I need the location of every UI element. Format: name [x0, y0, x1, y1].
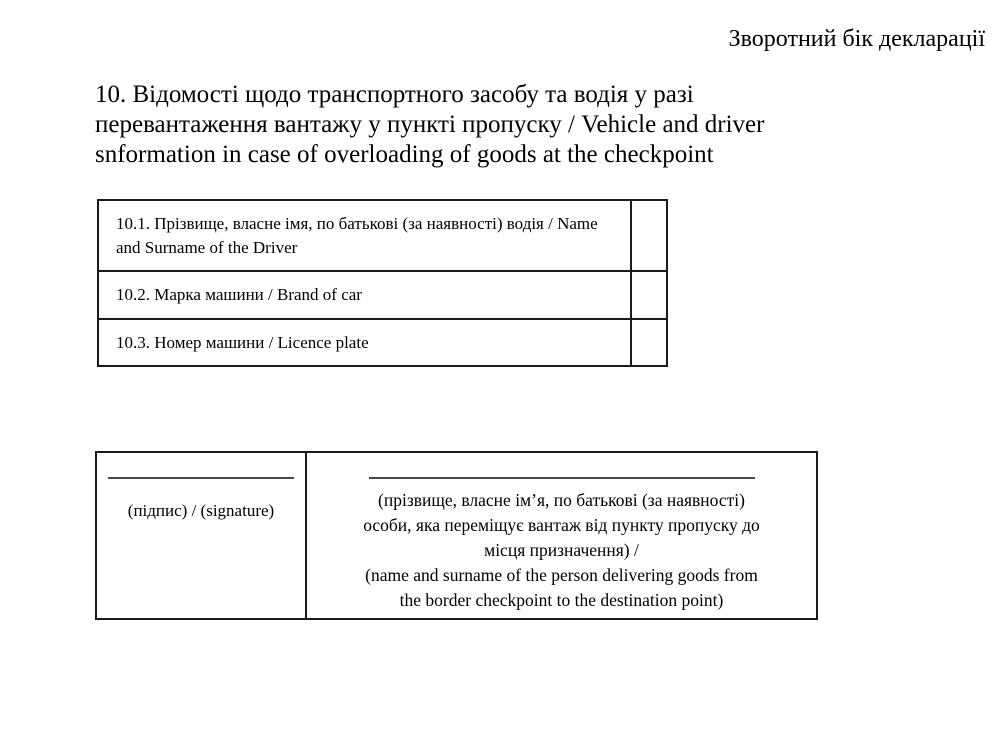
person-name-caption-line: місця призначення) / [484, 540, 639, 560]
table-row-driver-name [99, 201, 666, 270]
section-heading-line: перевантаження вантажу у пункті пропуску / Vehicle and driver [95, 111, 765, 138]
person-name-caption-line: (name and surname of the person delivering goods from [365, 565, 758, 585]
row-value-cell [630, 201, 666, 270]
signature-cell [97, 453, 307, 618]
signature-blank-line [108, 477, 294, 479]
person-name-caption-line: the border checkpoint to the destination point) [399, 590, 724, 610]
signature-caption: (підпис) / (signature) [127, 501, 275, 520]
table-row-licence-plate [99, 318, 666, 365]
page-corner-label: Зворотний бік декларації [728, 26, 985, 52]
signature-table [95, 451, 818, 620]
row-label: 10.3. Номер машини / Licence plate [116, 332, 369, 352]
row-label: 10.1. Прізвище, власне імя, по батькові (за наявності) водія / Name and Surname of the Driver [116, 213, 598, 257]
section-heading-line: 10. Відомості щодо транспортного засобу та водія у разі [95, 81, 694, 108]
person-name-blank-line [369, 477, 755, 479]
table-row-car-brand [99, 270, 666, 318]
section-heading-line: snformation in case of overloading of goods at the checkpoint [95, 141, 714, 168]
row-value-cell [630, 320, 666, 365]
section-heading [95, 80, 925, 170]
vehicle-info-table [97, 199, 668, 367]
row-value-cell [630, 272, 666, 318]
person-name-caption-line: особи, яка переміщує вантаж від пункту пропуску до [363, 515, 760, 535]
row-label: 10.2. Марка машини / Brand of car [116, 285, 362, 304]
person-name-cell [307, 453, 816, 618]
person-name-caption-line: (прізвище, власне ім’я, по батькові (за наявності) [378, 490, 745, 510]
person-name-caption [307, 488, 816, 613]
